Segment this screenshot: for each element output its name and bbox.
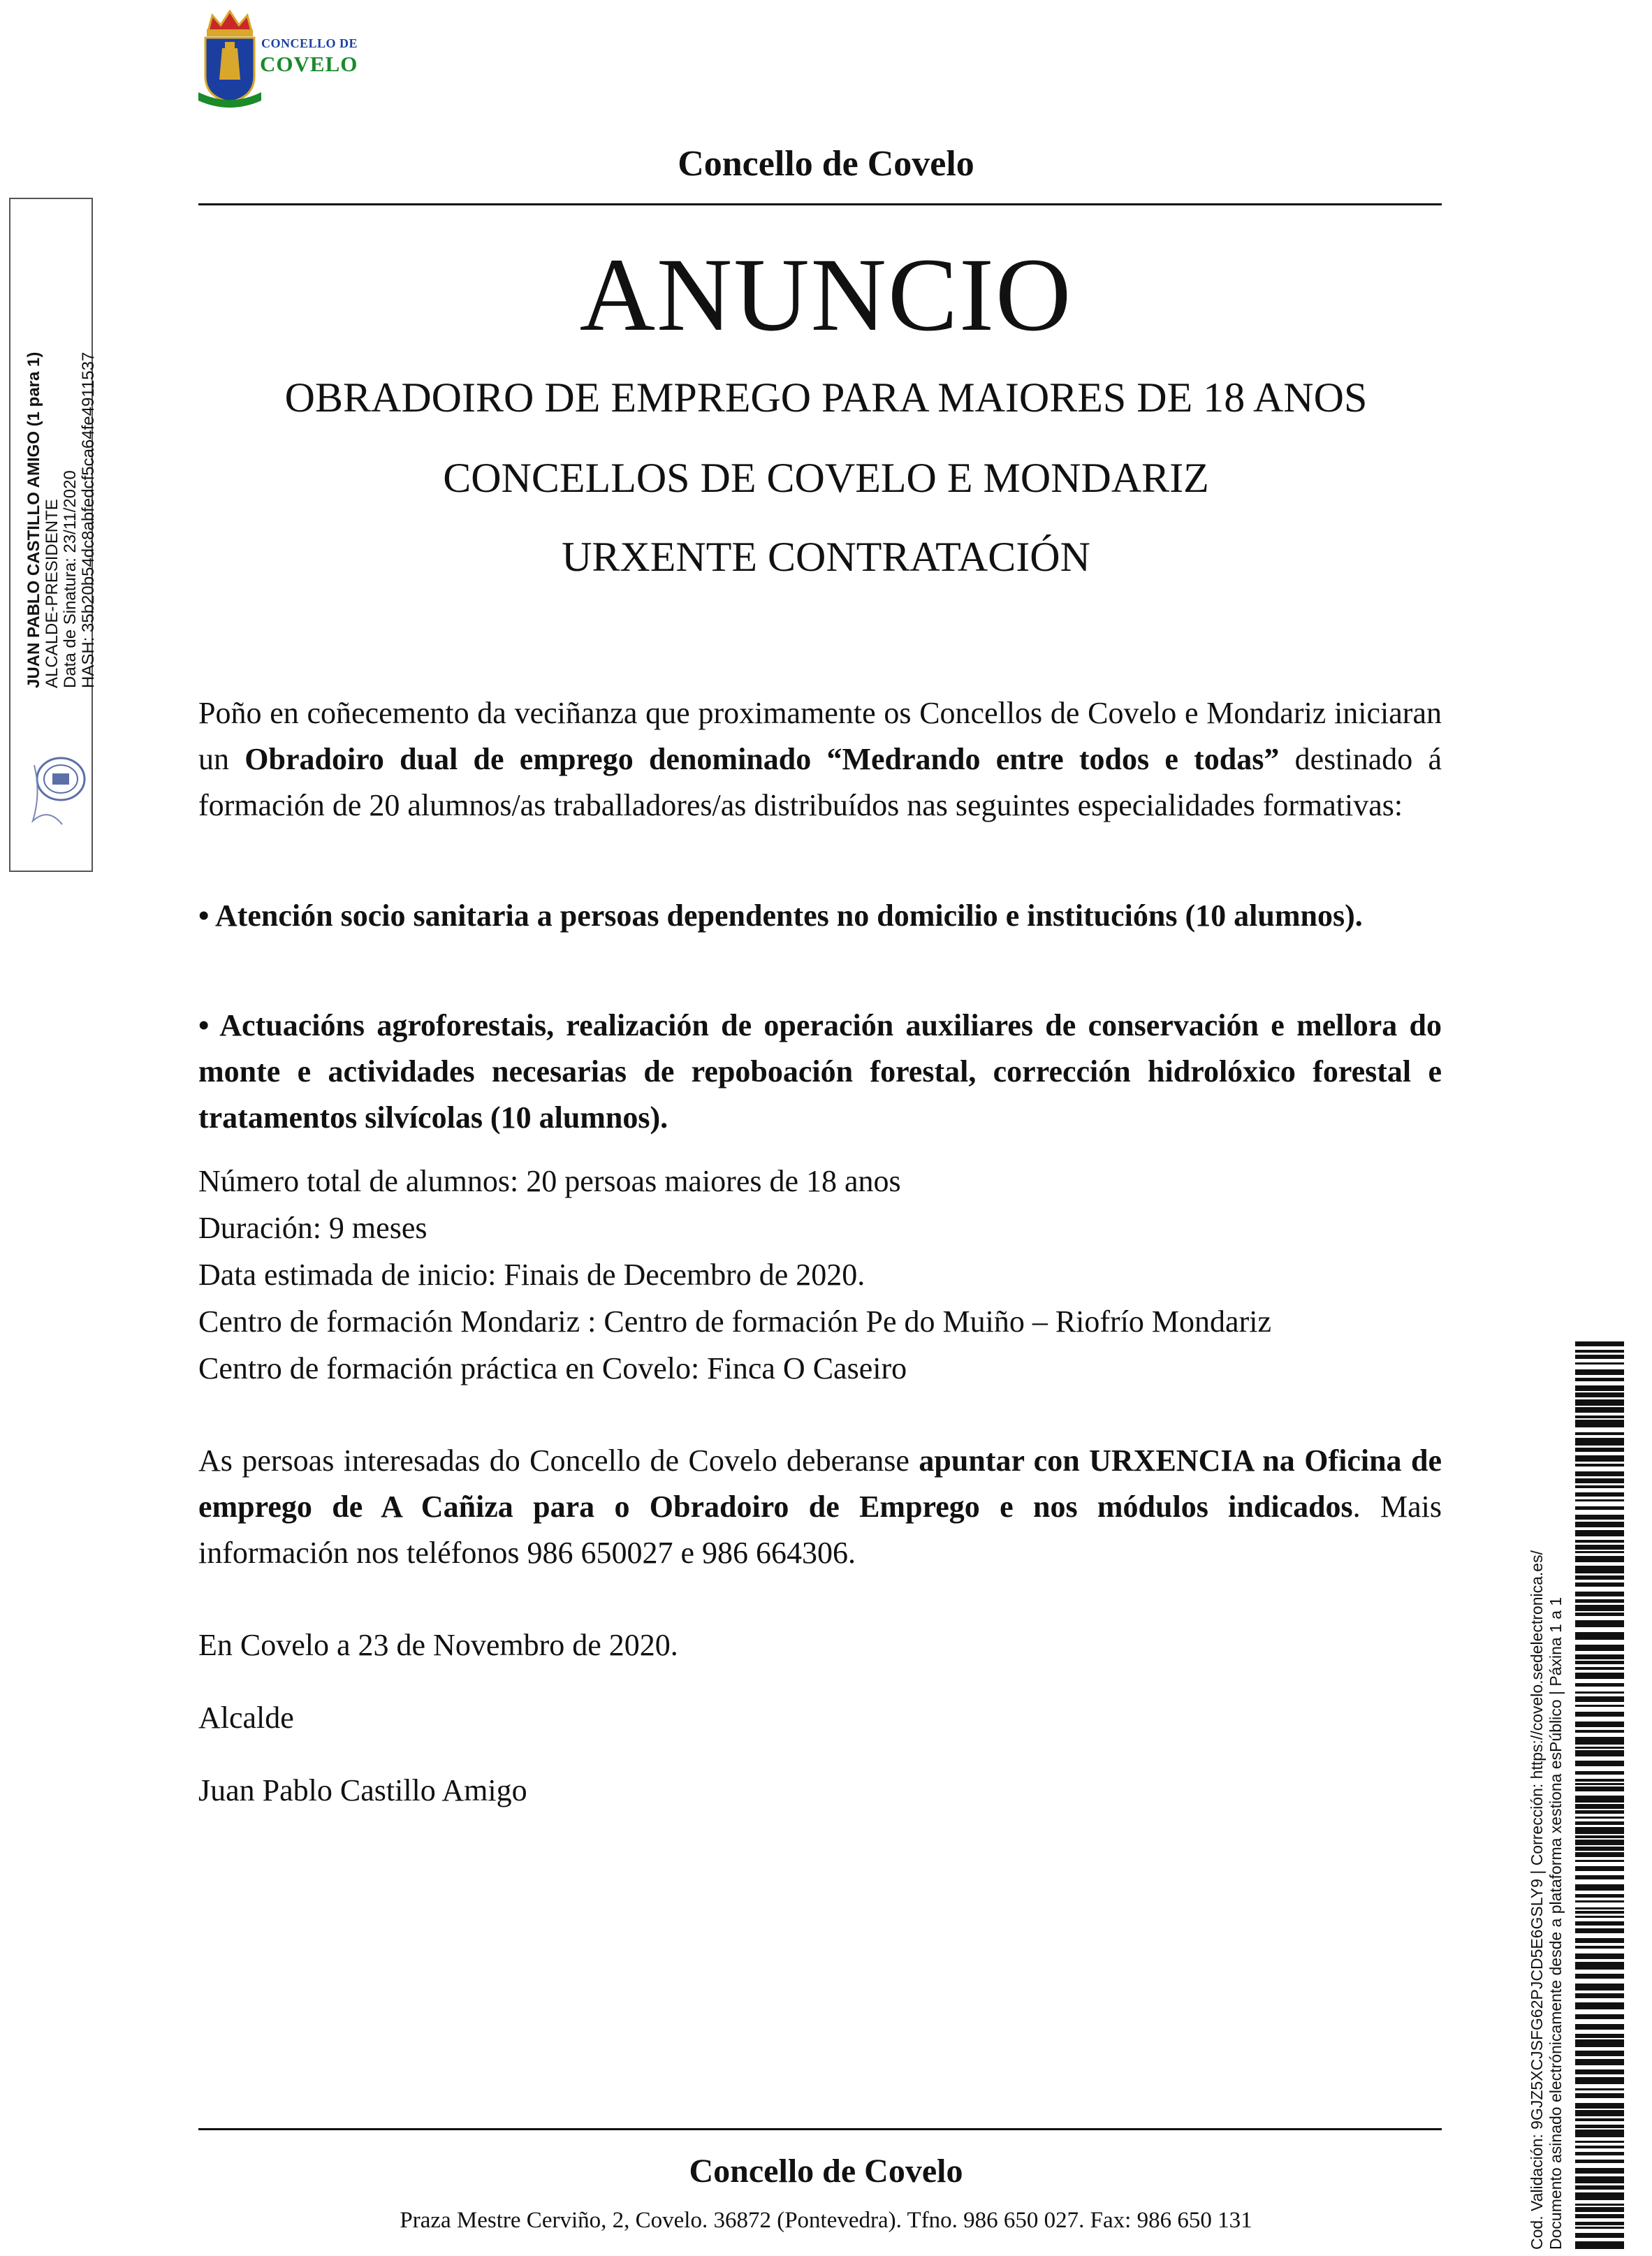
barcode-bar: [1575, 2059, 1624, 2065]
barcode-bar: [1575, 1938, 1624, 1943]
bullet-1: • Atención socio sanitaria a persoas dependentes no domicilio e institucións (10 alumnos).: [198, 898, 1363, 933]
barcode-bar: [1575, 1974, 1624, 1979]
barcode-bar: [1575, 1592, 1624, 1596]
barcode-bar: [1575, 1645, 1624, 1651]
barcode-bar: [1575, 1761, 1624, 1766]
barcode-bar: [1575, 1786, 1624, 1791]
barcode-bar: [1575, 1464, 1624, 1467]
barcode-bar: [1575, 1530, 1624, 1536]
barcode-bar: [1575, 1492, 1624, 1497]
info-line-center-covelo: Centro de formación práctica en Covelo: Finca O Caseiro: [198, 1351, 907, 1385]
barcode-bar: [1575, 1613, 1624, 1616]
notice-text-2: . Mais información nos teléfonos 986 650027 e 986 664306.: [198, 1490, 1442, 1570]
barcode-bar: [1575, 1911, 1624, 1914]
barcode-bar: [1575, 1962, 1624, 1970]
barcode-bar: [1575, 1499, 1624, 1501]
barcode-bar: [1575, 1566, 1624, 1573]
barcode-bar: [1575, 1545, 1624, 1550]
barcode-bar: [1575, 1551, 1624, 1553]
barcode-bar: [1575, 1921, 1624, 1926]
barcode-bar: [1575, 1810, 1624, 1814]
barcode-bar: [1575, 1471, 1624, 1476]
barcode-bar: [1575, 1683, 1624, 1687]
barcode-bar: [1575, 1835, 1624, 1838]
barcode-bar: [1575, 2034, 1624, 2038]
intro-text-1: Poño en coñecemento da veciñanza que proximamente os Concellos de Covelo e Mondariz iniciaran un: [198, 696, 1442, 776]
notice-text-1: As persoas interesadas do Concello de Covelo deberanse: [198, 1443, 919, 1478]
stamp-role: ALCALDE-PRESIDENTE: [43, 499, 61, 688]
logo-text-line2: COVELO: [260, 52, 358, 76]
info-line-total: Número total de alumnos: 20 persoas maiores de 18 anos: [198, 1164, 901, 1198]
barcode-bar: [1575, 2130, 1624, 2137]
barcode-bar: [1575, 1796, 1624, 1803]
barcode-bar: [1575, 1928, 1624, 1933]
barcode-bar: [1575, 2192, 1624, 2200]
notice-paragraph: [198, 1438, 1442, 1576]
barcode-bar: [1575, 1847, 1624, 1851]
barcode-bar: [1575, 1667, 1624, 1670]
barcode-bar: [1575, 2002, 1624, 2009]
barcode-bar: [1575, 1696, 1624, 1702]
main-title: ANUNCIO: [579, 237, 1073, 353]
barcode-bar: [1575, 1875, 1624, 1879]
barcode-bar: [1575, 1599, 1624, 1603]
barcode-bar: [1575, 1420, 1624, 1427]
barcode-bar: [1575, 2110, 1624, 2116]
barcode-bar: [1575, 1399, 1624, 1406]
barcode-bar: [1575, 1730, 1624, 1733]
barcode-bar: [1575, 1556, 1624, 1562]
barcode-bar: [1575, 1478, 1624, 1483]
barcode-bar: [1575, 2039, 1624, 2047]
barcode-bar: [1575, 1448, 1624, 1452]
intro-bold: Obradoiro dual de emprego denominado “Medrando entre todos e todas”: [244, 742, 1280, 776]
barcode-bar: [1575, 2051, 1624, 2056]
barcode-bar: [1575, 1884, 1624, 1891]
barcode-bar: [1575, 1827, 1624, 1834]
barcode-bar: [1575, 1907, 1624, 1909]
barcode-bar: [1575, 2204, 1624, 2206]
barcode-bar: [1575, 2125, 1624, 2128]
subtitle-1: OBRADOIRO DE EMPREGO PARA MAIORES DE 18 ANOS: [284, 374, 1368, 421]
barcode-bar: [1575, 1691, 1624, 1694]
barcode-bar: [1575, 1362, 1624, 1364]
barcode-bar: [1575, 1392, 1624, 1397]
verification-line-1: Cod. Validación: 9GJZ5XCJSFG62PJCD5E6GSLY9 | Corrección: https://covelo.sedelectronica.es/: [1528, 1550, 1546, 2250]
barcode-bar: [1575, 1852, 1624, 1857]
barcode-bar: [1575, 1605, 1624, 1611]
barcode-bar: [1575, 1506, 1624, 1510]
barcode-bar: [1575, 1722, 1624, 1727]
signature-stamp: [9, 198, 98, 872]
barcode-bar: [1575, 1582, 1624, 1587]
footer-title: Concello de Covelo: [689, 2153, 963, 2190]
barcode-bar: [1575, 1817, 1624, 1819]
bullet-2: • Actuacións agroforestais, realización de operación auxiliares de conservación e mellora do monte e actividades necesarias de repoboación forestal, corrección hidrolóxico forestal e tratamentos silvícolas (10 alumnos).: [198, 1008, 1442, 1135]
barcode-bar: [1575, 2241, 1624, 2249]
barcode-bar: [1575, 1522, 1624, 1527]
stamp-date: Data de Sinatura: 23/11/2020: [61, 470, 80, 688]
barcode-bar: [1575, 2014, 1624, 2019]
seal-icon: [20, 751, 90, 835]
barcode-bar: [1575, 1771, 1624, 1775]
barcode-bar: [1575, 1620, 1624, 1627]
barcode-bar: [1575, 2103, 1624, 2109]
barcode-bar: [1575, 1515, 1624, 1520]
barcode-bar: [1575, 1540, 1624, 1543]
barcode-bar: [1575, 1455, 1624, 1462]
coat-of-arms-icon: [198, 10, 261, 108]
subtitle-2: CONCELLOS DE COVELO E MONDARIZ: [443, 455, 1209, 501]
concello-logo: [198, 10, 359, 108]
barcode-bar: [1575, 1355, 1624, 1359]
intro-text-2: destinado á formación de 20 alumnos/as traballadores/as distribuídos nas seguintes especialidades formativas:: [198, 742, 1442, 822]
header-title: Concello de Covelo: [678, 144, 974, 184]
notice-bold: apuntar con URXENCIA na Oficina de emprego de A Cañiza para o Obradoiro de Emprego e nos módulos indicados: [198, 1443, 1442, 1524]
barcode-bar: [1575, 1747, 1624, 1749]
barcode-bar: [1575, 1783, 1624, 1785]
barcode-bar: [1575, 1984, 1624, 1991]
barcode-bar: [1575, 1900, 1624, 1902]
barcode-bar: [1575, 1485, 1624, 1488]
barcode-bar: [1575, 1894, 1624, 1898]
barcode-bar: [1575, 1673, 1624, 1679]
barcode-bar: [1575, 1654, 1624, 1659]
intro-paragraph: [198, 690, 1442, 829]
barcode-bar: [1575, 1953, 1624, 1959]
barcode-bar: [1575, 2141, 1624, 2143]
barcode-bar: [1575, 1378, 1624, 1381]
barcode-bar: [1575, 1946, 1624, 1949]
info-line-center-mondariz: Centro de formación Mondariz : Centro de formación Pe do Muiño – Riofrío Mondariz: [198, 1304, 1271, 1339]
barcode-bar: [1575, 2088, 1624, 2090]
validation-barcode: [1525, 1341, 1624, 2250]
stamp-hash: HASH: 35b20b54dc8abfedcf5ca64fe4911537: [79, 351, 98, 688]
verification-line-2: Documento asinado electrónicamente desde a plataforma xestiona esPúblico | Páxina 1 a 1: [1547, 1596, 1565, 2250]
barcode-bar: [1575, 1705, 1624, 1707]
barcode-bar: [1575, 1804, 1624, 1809]
header-rule: [198, 203, 1442, 205]
barcode-bar: [1575, 1993, 1624, 1998]
barcode-bar: [1575, 1821, 1624, 1825]
barcode-bar: [1575, 1866, 1624, 1871]
barcode-bar: [1575, 1632, 1624, 1640]
barcode-bar: [1575, 2118, 1624, 2121]
barcode-bar: [1575, 1840, 1624, 1845]
barcode-bar: [1575, 1432, 1624, 1435]
closing-place-date: En Covelo a 23 de Novembro de 2020.: [198, 1628, 678, 1662]
logo-text-line1: CONCELLO DE: [261, 36, 358, 50]
barcode-bar: [1575, 2233, 1624, 2238]
barcode-bar: [1575, 1350, 1624, 1353]
barcode-bar: [1575, 1416, 1624, 1418]
info-line-start: Data estimada de inicio: Finais de Decembro de 2020.: [198, 1258, 865, 1292]
barcode-bar: [1575, 2024, 1624, 2030]
barcode-bar: [1575, 1737, 1624, 1745]
barcode-bar: [1575, 1712, 1624, 1717]
closing-name: Juan Pablo Castillo Amigo: [198, 1773, 527, 1807]
closing-role: Alcalde: [198, 1701, 294, 1735]
barcode-bar: [1575, 1916, 1624, 1918]
stamp-signer: JUAN PABLO CASTILLO AMIGO (1 para 1): [24, 351, 43, 688]
info-line-duration: Duración: 9 meses: [198, 1211, 427, 1245]
footer-address: Praza Mestre Cerviño, 2, Covelo. 36872 (Pontevedra). Tfno. 986 650 027. Fax: 986 650 131: [400, 2208, 1252, 2233]
barcode-bar: [1575, 1341, 1624, 1346]
barcode-bar: [1575, 1438, 1624, 1446]
barcode-bar: [1575, 1575, 1624, 1580]
verification-text: [1528, 1550, 1565, 2250]
barcode-bar: [1575, 2093, 1624, 2098]
footer-rule: [198, 2128, 1442, 2130]
subtitle-3: URXENTE CONTRATACIÓN: [562, 534, 1090, 580]
barcode-bar: [1575, 1860, 1624, 1862]
barcode-bar: [1575, 1661, 1624, 1664]
barcode-bar: [1575, 2069, 1624, 2074]
barcode-icon: [1575, 1341, 1624, 2250]
barcode-bar: [1575, 1369, 1624, 1375]
barcode-bar: [1575, 1750, 1624, 1756]
barcode-bar: [1575, 1407, 1624, 1413]
barcode-bar: [1575, 1385, 1624, 1391]
barcode-bar: [1575, 2146, 1624, 2148]
barcode-bar: [1575, 1779, 1624, 1782]
barcode-bar: [1575, 2077, 1624, 2084]
